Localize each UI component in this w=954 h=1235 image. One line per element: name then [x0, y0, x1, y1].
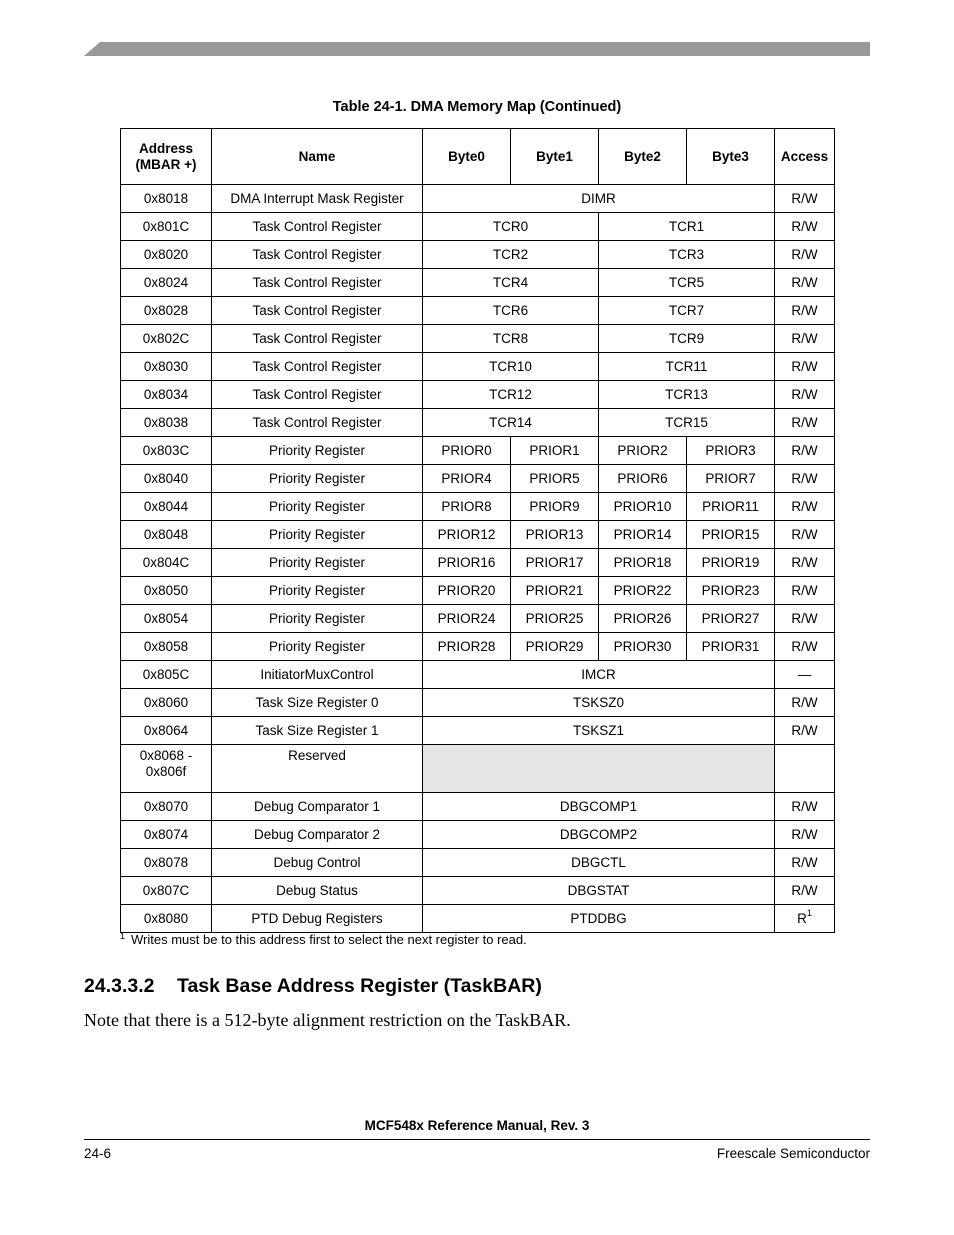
access-cell — [775, 745, 835, 793]
table-row — [121, 633, 835, 661]
byte-field-cell: PRIOR26 — [599, 605, 687, 633]
byte-field-cell: PRIOR22 — [599, 577, 687, 605]
access-cell — [775, 877, 835, 905]
byte-field-cell: PRIOR8 — [423, 493, 511, 521]
access-value: R/W — [791, 554, 818, 570]
section-heading — [84, 975, 542, 998]
address-cell: 0x8080 — [121, 905, 212, 933]
address-cell: 0x8034 — [121, 381, 212, 409]
name-cell: Task Control Register — [212, 213, 423, 241]
footer-page-number: 24-6 — [84, 1146, 112, 1161]
table-row — [121, 745, 835, 793]
byte-field-cell: PRIOR24 — [423, 605, 511, 633]
access-value: R/W — [791, 638, 818, 654]
access-value: R/W — [791, 442, 818, 458]
access-value: R/W — [791, 826, 818, 842]
address-cell: 0x8078 — [121, 849, 212, 877]
byte-field-cell: PRIOR31 — [687, 633, 775, 661]
register-field-cell: TCR7 — [599, 297, 775, 325]
table-row — [121, 185, 835, 213]
address-cell: 0x8028 — [121, 297, 212, 325]
access-value: R/W — [791, 722, 818, 738]
byte-field-cell: PRIOR15 — [687, 521, 775, 549]
name-cell: Task Control Register — [212, 325, 423, 353]
table-row — [121, 793, 835, 821]
name-cell: Task Control Register — [212, 381, 423, 409]
byte-field-cell: PRIOR19 — [687, 549, 775, 577]
byte-field-cell: PRIOR3 — [687, 437, 775, 465]
address-cell: 0x8044 — [121, 493, 212, 521]
name-cell: Reserved — [212, 745, 423, 793]
table-row — [121, 437, 835, 465]
byte-field-cell: PRIOR10 — [599, 493, 687, 521]
name-cell: Priority Register — [212, 549, 423, 577]
name-cell: Debug Comparator 2 — [212, 821, 423, 849]
access-cell — [775, 521, 835, 549]
byte-field-cell: PRIOR2 — [599, 437, 687, 465]
register-field-cell: DBGCOMP2 — [423, 821, 775, 849]
byte-field-cell: PRIOR12 — [423, 521, 511, 549]
register-field-cell: TSKSZ1 — [423, 717, 775, 745]
access-cell — [775, 793, 835, 821]
byte-field-cell: PRIOR7 — [687, 465, 775, 493]
register-field-cell: DIMR — [423, 185, 775, 213]
register-field-cell: TSKSZ0 — [423, 689, 775, 717]
register-field-cell: TCR0 — [423, 213, 599, 241]
access-value: R/W — [791, 414, 818, 430]
table-row — [121, 297, 835, 325]
access-cell — [775, 849, 835, 877]
register-field-cell: TCR9 — [599, 325, 775, 353]
access-value: R/W — [791, 498, 818, 514]
table-row — [121, 325, 835, 353]
access-cell — [775, 493, 835, 521]
name-cell: Priority Register — [212, 633, 423, 661]
table-row — [121, 849, 835, 877]
name-cell: Debug Comparator 1 — [212, 793, 423, 821]
access-cell — [775, 297, 835, 325]
table-row — [121, 905, 835, 933]
name-cell: InitiatorMuxControl — [212, 661, 423, 689]
byte-field-cell: PRIOR21 — [511, 577, 599, 605]
access-cell — [775, 241, 835, 269]
register-field-cell: TCR12 — [423, 381, 599, 409]
table-row — [121, 409, 835, 437]
access-value: — — [797, 666, 812, 682]
byte-field-cell: PRIOR11 — [687, 493, 775, 521]
byte-field-cell: PRIOR5 — [511, 465, 599, 493]
col-header-name: Name — [212, 129, 423, 185]
access-cell — [775, 661, 835, 689]
table-caption: Table 24-1. DMA Memory Map (Continued) — [332, 99, 622, 115]
address-cell: 0x803C — [121, 437, 212, 465]
footnote-mark: 1 — [120, 931, 126, 941]
access-value: R/W — [791, 882, 818, 898]
name-cell: Priority Register — [212, 521, 423, 549]
address-cell: 0x804C — [121, 549, 212, 577]
byte-field-cell: PRIOR23 — [687, 577, 775, 605]
register-field-cell: TCR3 — [599, 241, 775, 269]
access-cell — [775, 821, 835, 849]
col-header-byte2: Byte2 — [599, 129, 687, 185]
section-number: 24.3.3.2 — [84, 975, 155, 997]
access-cell — [775, 269, 835, 297]
table-body — [121, 185, 835, 933]
table-row — [121, 661, 835, 689]
address-cell: 0x8064 — [121, 717, 212, 745]
register-field-cell: DBGCTL — [423, 849, 775, 877]
footnote — [120, 931, 527, 947]
table-header-row — [121, 129, 835, 185]
access-cell — [775, 353, 835, 381]
name-cell: Priority Register — [212, 493, 423, 521]
col-header-byte1: Byte1 — [511, 129, 599, 185]
access-cell — [775, 605, 835, 633]
address-cell: 0x8048 — [121, 521, 212, 549]
access-value: R/W — [791, 218, 818, 234]
section-title: Task Base Address Register (TaskBAR) — [177, 975, 542, 997]
address-cell: 0x8030 — [121, 353, 212, 381]
register-field-cell: TCR6 — [423, 297, 599, 325]
table-row — [121, 353, 835, 381]
access-cell — [775, 577, 835, 605]
address-cell: 0x8074 — [121, 821, 212, 849]
access-value: R/W — [791, 302, 818, 318]
access-value: R/W — [791, 582, 818, 598]
register-field-cell: IMCR — [423, 661, 775, 689]
name-cell: Task Control Register — [212, 241, 423, 269]
table-row — [121, 877, 835, 905]
address-cell: 0x8060 — [121, 689, 212, 717]
footer-manual-title: MCF548x Reference Manual, Rev. 3 — [364, 1118, 590, 1133]
access-cell — [775, 465, 835, 493]
access-cell — [775, 213, 835, 241]
access-cell — [775, 633, 835, 661]
access-cell — [775, 185, 835, 213]
body-paragraph: Note that there is a 512-byte alignment restriction on the TaskBAR. — [84, 1010, 571, 1030]
address-cell: 0x8068 - 0x806f — [121, 745, 212, 793]
table-row — [121, 241, 835, 269]
footnote-text: Writes must be to this address first to select the next register to read. — [131, 932, 527, 947]
address-cell: 0x8038 — [121, 409, 212, 437]
address-cell: 0x8058 — [121, 633, 212, 661]
reserved-shaded-cell — [423, 745, 775, 793]
name-cell: PTD Debug Registers — [212, 905, 423, 933]
address-cell: 0x802C — [121, 325, 212, 353]
access-cell — [775, 717, 835, 745]
access-cell — [775, 381, 835, 409]
address-cell: 0x8054 — [121, 605, 212, 633]
register-field-cell: TCR1 — [599, 213, 775, 241]
access-cell — [775, 549, 835, 577]
access-cell — [775, 905, 835, 933]
address-cell: 0x8024 — [121, 269, 212, 297]
table-row — [121, 577, 835, 605]
name-cell: Priority Register — [212, 577, 423, 605]
dma-memory-map-table — [120, 128, 835, 933]
access-value: R/W — [791, 798, 818, 814]
header-bar — [84, 42, 870, 56]
table-row — [121, 549, 835, 577]
register-field-cell: TCR5 — [599, 269, 775, 297]
byte-field-cell: PRIOR14 — [599, 521, 687, 549]
byte-field-cell: PRIOR13 — [511, 521, 599, 549]
table-row — [121, 381, 835, 409]
name-cell: Task Control Register — [212, 297, 423, 325]
access-cell — [775, 689, 835, 717]
access-value: R/W — [791, 330, 818, 346]
register-field-cell: TCR14 — [423, 409, 599, 437]
footnote-reference: 1 — [806, 908, 812, 918]
register-field-cell: PTDDBG — [423, 905, 775, 933]
register-field-cell: TCR10 — [423, 353, 599, 381]
table-row — [121, 213, 835, 241]
name-cell: Priority Register — [212, 465, 423, 493]
byte-field-cell: PRIOR20 — [423, 577, 511, 605]
byte-field-cell: PRIOR4 — [423, 465, 511, 493]
byte-field-cell: PRIOR17 — [511, 549, 599, 577]
byte-field-cell: PRIOR18 — [599, 549, 687, 577]
access-value: R/W — [791, 854, 818, 870]
col-header-byte3: Byte3 — [687, 129, 775, 185]
byte-field-cell: PRIOR6 — [599, 465, 687, 493]
address-cell: 0x8050 — [121, 577, 212, 605]
byte-field-cell: PRIOR16 — [423, 549, 511, 577]
name-cell: DMA Interrupt Mask Register — [212, 185, 423, 213]
table-row — [121, 821, 835, 849]
address-cell: 0x8020 — [121, 241, 212, 269]
table-row — [121, 689, 835, 717]
register-field-cell: TCR15 — [599, 409, 775, 437]
access-value: R — [797, 910, 807, 926]
table-row — [121, 605, 835, 633]
address-cell: 0x807C — [121, 877, 212, 905]
name-cell: Priority Register — [212, 437, 423, 465]
name-cell: Debug Control — [212, 849, 423, 877]
access-value: R/W — [791, 246, 818, 262]
register-field-cell: TCR4 — [423, 269, 599, 297]
access-value: R/W — [791, 274, 818, 290]
register-field-cell: DBGSTAT — [423, 877, 775, 905]
access-cell — [775, 409, 835, 437]
byte-field-cell: PRIOR9 — [511, 493, 599, 521]
byte-field-cell: PRIOR27 — [687, 605, 775, 633]
col-header-address: Address (MBAR +) — [121, 129, 212, 185]
name-cell: Task Size Register 1 — [212, 717, 423, 745]
byte-field-cell: PRIOR25 — [511, 605, 599, 633]
register-field-cell: DBGCOMP1 — [423, 793, 775, 821]
name-cell: Task Control Register — [212, 353, 423, 381]
access-value: R/W — [791, 610, 818, 626]
byte-field-cell: PRIOR30 — [599, 633, 687, 661]
register-field-cell: TCR11 — [599, 353, 775, 381]
table-row — [121, 493, 835, 521]
name-cell: Task Size Register 0 — [212, 689, 423, 717]
register-field-cell: TCR8 — [423, 325, 599, 353]
address-cell: 0x8040 — [121, 465, 212, 493]
access-value: R/W — [791, 386, 818, 402]
address-cell: 0x8018 — [121, 185, 212, 213]
table-row — [121, 521, 835, 549]
byte-field-cell: PRIOR29 — [511, 633, 599, 661]
access-value: R/W — [791, 470, 818, 486]
register-field-cell: TCR13 — [599, 381, 775, 409]
access-value: R/W — [791, 358, 818, 374]
access-cell — [775, 325, 835, 353]
access-value: R/W — [791, 694, 818, 710]
byte-field-cell: PRIOR28 — [423, 633, 511, 661]
name-cell: Task Control Register — [212, 269, 423, 297]
byte-field-cell: PRIOR1 — [511, 437, 599, 465]
table-row — [121, 717, 835, 745]
footer-divider — [84, 1139, 870, 1140]
table-row — [121, 269, 835, 297]
access-value: R/W — [791, 526, 818, 542]
col-header-access: Access — [775, 129, 835, 185]
register-field-cell: TCR2 — [423, 241, 599, 269]
name-cell: Task Control Register — [212, 409, 423, 437]
byte-field-cell: PRIOR0 — [423, 437, 511, 465]
name-cell: Debug Status — [212, 877, 423, 905]
access-cell — [775, 437, 835, 465]
name-cell: Priority Register — [212, 605, 423, 633]
table-row — [121, 465, 835, 493]
address-cell: 0x8070 — [121, 793, 212, 821]
access-value: R/W — [791, 190, 818, 206]
col-header-byte0: Byte0 — [423, 129, 511, 185]
address-cell: 0x801C — [121, 213, 212, 241]
address-cell: 0x805C — [121, 661, 212, 689]
footer-company: Freescale Semiconductor — [716, 1146, 870, 1161]
